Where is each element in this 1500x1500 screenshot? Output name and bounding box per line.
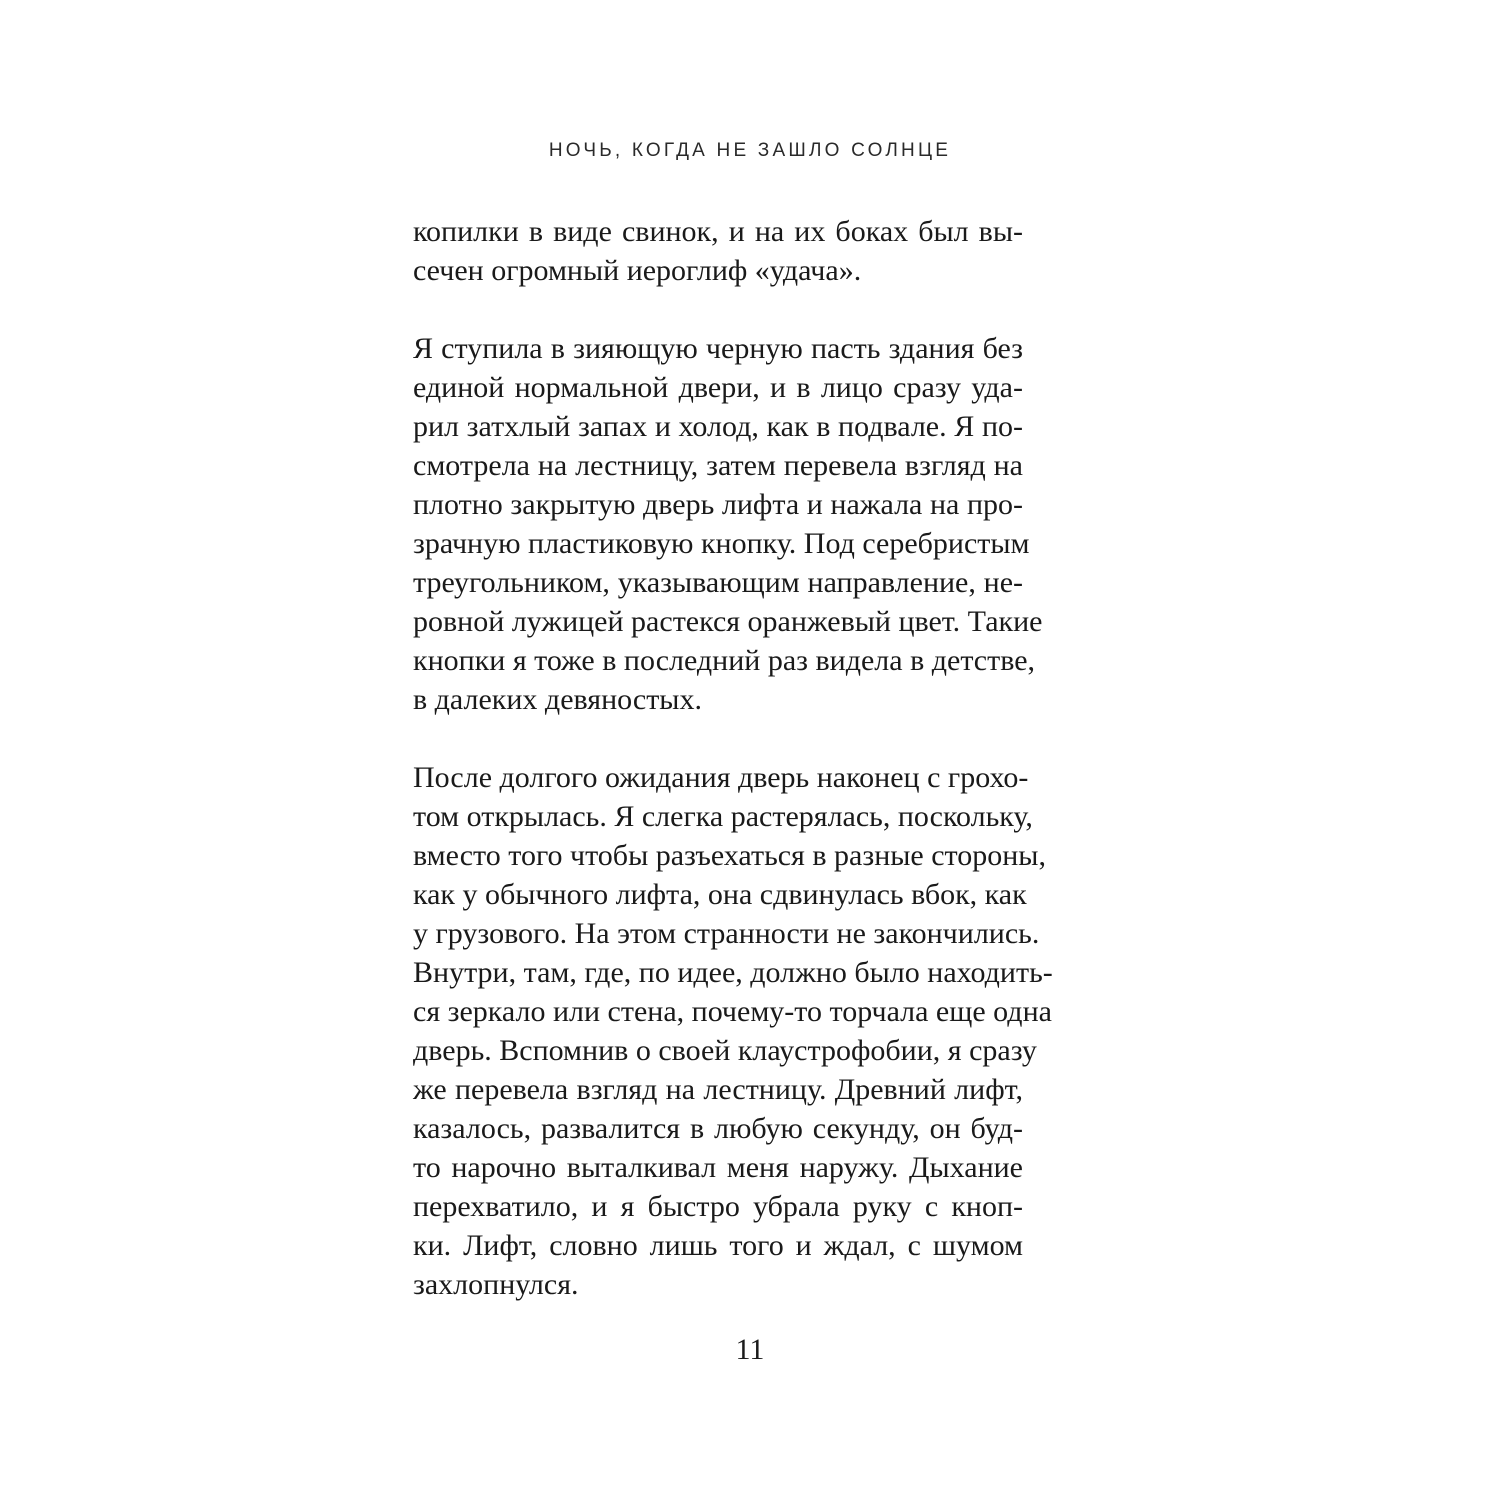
text-line: казалось, развалится в любую секунду, он буд-	[413, 1112, 1023, 1145]
text-line: ки. Лифт, словно лишь того и ждал, с шумом	[413, 1229, 1023, 1262]
text-line: том открылась. Я слегка растерялась, поскольку,	[413, 800, 1033, 833]
text-line: треугольником, указывающим направление, не-	[413, 566, 1023, 599]
text-line: в далеких девяностых.	[413, 683, 702, 716]
text-line: кнопки я тоже в последний раз видела в детстве,	[413, 644, 1036, 677]
running-head: НОЧЬ, КОГДА НЕ ЗАШЛО СОЛНЦЕ	[548, 140, 952, 161]
text-line: копилки в виде свинок, и на их боках был вы-	[413, 215, 1023, 248]
text-line: рил затхлый запах и холод, как в подвале. Я по-	[413, 410, 1023, 443]
text-line: зрачную пластиковую кнопку. Под серебристым	[413, 527, 1030, 560]
page-number: 11	[735, 1333, 765, 1366]
text-line: ровной лужицей растекся оранжевый цвет. Такие	[413, 605, 1043, 638]
text-line: единой нормальной двери, и в лицо сразу уда-	[413, 371, 1023, 404]
paragraph-gap	[413, 719, 1023, 758]
text-line: как у обычного лифта, она сдвинулась вбок, как	[413, 878, 1027, 911]
text-line: перехватило, и я быстро убрала руку с кноп-	[413, 1190, 1023, 1223]
text-line: дверь. Вспомнив о своей клаустрофобии, я сразу	[413, 1034, 1037, 1067]
paragraph-gap	[413, 290, 1023, 329]
body-text	[413, 212, 1053, 1304]
text-line: вместо того чтобы разъехаться в разные стороны,	[413, 839, 1046, 872]
text-line: смотрела на лестницу, затем перевела взгляд на	[413, 449, 1023, 482]
text-line: захлопнулся.	[413, 1268, 579, 1301]
text-line: у грузового. На этом странности не закончились.	[413, 917, 1040, 950]
text-line: После долгого ожидания дверь наконец с грохо-	[413, 761, 1029, 794]
text-line: ся зеркало или стена, почему-то торчала еще одна	[413, 995, 1052, 1028]
text-line: Я ступила в зияющую черную пасть здания без	[413, 332, 1023, 365]
text-line: плотно закрытую дверь лифта и нажала на про-	[413, 488, 1023, 521]
text-line: то нарочно выталкивал меня наружу. Дыхание	[413, 1151, 1023, 1184]
text-line: же перевела взгляд на лестницу. Древний лифт,	[413, 1073, 1023, 1106]
text-line: Внутри, там, где, по идее, должно было находить-	[413, 956, 1053, 989]
text-line: сечен огромный иероглиф «удача».	[413, 254, 862, 287]
